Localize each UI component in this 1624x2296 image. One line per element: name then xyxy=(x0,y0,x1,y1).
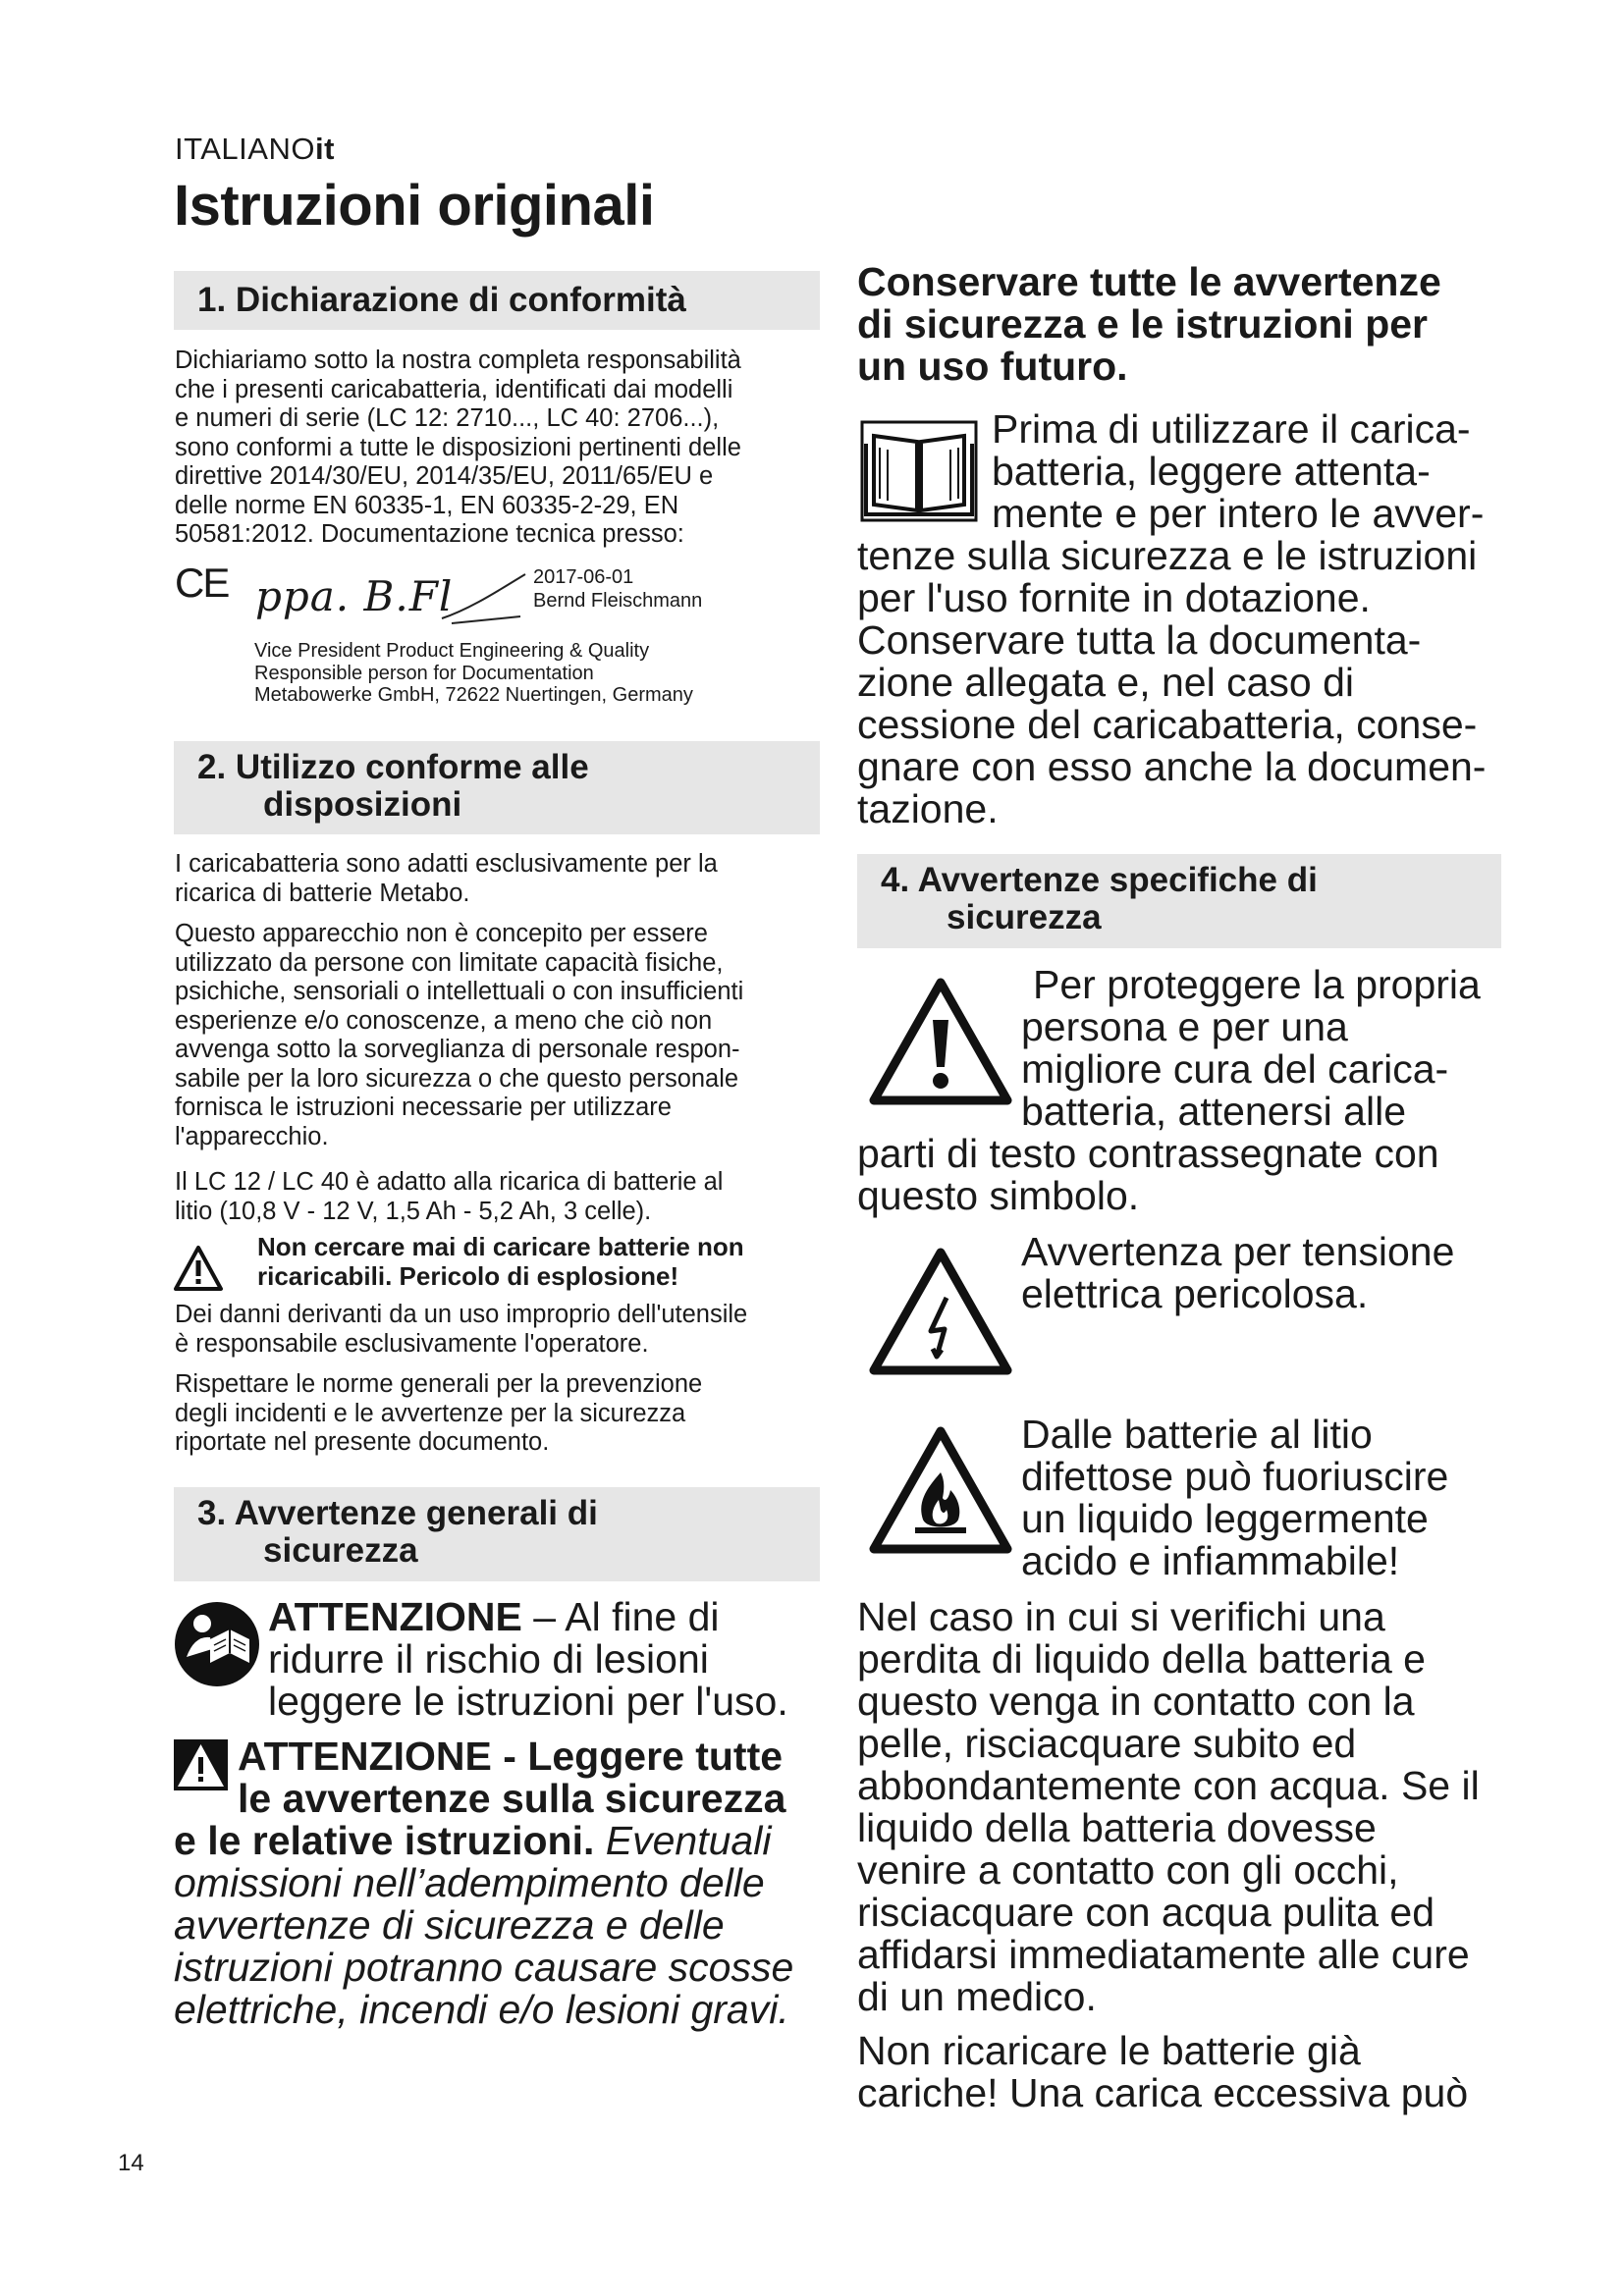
section-2-para-3: Il LC 12 / LC 40 è adatto alla ricarica di batterie al litio (10,8 V - 12 V, 1,5 Ah - 5,2 Ah, 3 celle). xyxy=(175,1168,724,1225)
section-2-para-1: I caricabatteria sono adatti esclusivamente per la ricarica di batterie Metabo. xyxy=(175,850,718,907)
language-label: ITALIANOit xyxy=(175,132,335,166)
general-warning-text: Per proteggere la propria persona e per una migliore cura del carica- batteria, attenersi alle xyxy=(1021,962,1481,1134)
page-title: Istruzioni originali xyxy=(174,174,655,238)
section-2-warning: Non cercare mai di caricare batterie non ricaricabili. Pericolo di esplosione! xyxy=(257,1232,744,1291)
manual-book-icon xyxy=(860,420,978,522)
warning-triangle-icon xyxy=(173,1245,224,1292)
section-2-para-5: Rispettare le norme generali per la prevenzione degli incidenti e le avvertenze per la sicurezza riportate nel presente documento. xyxy=(175,1370,703,1456)
general-warning-icon xyxy=(868,977,1013,1106)
general-warning-continuation: parti di testo contrassegnate con questo simbolo. xyxy=(857,1131,1439,1218)
section-3-heading: 3. Avvertenze generali di sicurezza xyxy=(174,1487,820,1581)
section-3-warning-head: ATTENZIONE - Leggere tutte le avvertenze sulla sicurezza xyxy=(238,1734,786,1821)
electric-hazard-text: Avvertenza per tensione elettrica pericolosa. xyxy=(1021,1229,1455,1316)
signer-info: Vice President Product Engineering & Quality Responsible person for Documentation Metabowerke GmbH, 72622 Nuertingen, Germany xyxy=(254,640,693,706)
section-2-para-4: Dei danni derivanti da un uso improprio dell'utensile è responsabile esclusivamente l'operatore. xyxy=(175,1301,748,1358)
ce-mark: CE xyxy=(175,560,229,606)
signature-details: 2017-06-01 Bernd Fleischmann xyxy=(533,566,703,612)
book-note-lines: Prima di utilizzare il carica- batteria, leggere attenta- mente e per intero le avver- xyxy=(992,406,1485,536)
section-1-heading: 1. Dichiarazione di conformità xyxy=(174,271,820,330)
book-note-continuation: tenze sulla sicurezza e le istruzioni per l'uso fornite in dotazione. Conservare tutta la documenta- zione allegata e, nel caso di cessione del caricabatteria, conse- gnare con esso anche la documen- tazione. xyxy=(857,533,1487,831)
read-manual-icon xyxy=(173,1600,261,1688)
section-3-warning-body: e le relative istruzioni. Eventuali omissioni nell’adempimento delle avvertenze di sicurezza e delle istruzioni potranno causare scosse elettriche, incendi e/o lesioni gravi. xyxy=(174,1818,794,2032)
section-2-heading: 2. Utilizzo conforme alle disposizioni xyxy=(174,741,820,834)
flammable-icon xyxy=(868,1425,1013,1555)
flammable-text: Dalle batterie al litio difettose può fuoriuscire un liquido leggermente acido e infiammabile! xyxy=(1021,1412,1449,1583)
signature: ppa. B.Fl xyxy=(255,572,454,620)
warning-box-icon xyxy=(174,1739,228,1790)
electric-hazard-icon xyxy=(868,1247,1013,1376)
leak-instructions: Nel caso in cui si verifichi una perdita di liquido della batteria e questo venga in contatto con la pelle, risciacquare subito ed abbondantemente con acqua. Se il liquido della batteria dovesse venire a contatto con gli occhi, risciacquare con acqua pulita ed affidarsi immediatamente alle cure di un medico. xyxy=(857,1594,1480,2019)
section-4-heading: 4. Avvertenze specifiche di sicurezza xyxy=(857,854,1501,948)
section-3-attention: ATTENZIONE – Al fine di ridurre il rischio di lesioni leggere le istruzioni per l'uso. xyxy=(268,1594,788,1724)
signature-stroke xyxy=(432,569,530,628)
section-2-para-2: Questo apparecchio non è concepito per essere utilizzato da persone con limitate capacità fisiche, psichiche, sensoriali o intellettuali o con insufficienti esperienze e/o conoscenze, a meno che ciò non avvenga sotto la sorveglianza di personale respon- sabile per la loro sicurezza o che questo personale fornisca le istruzioni necessarie per utilizzare l'apparecchio. xyxy=(175,920,744,1150)
keep-instructions-note: Conservare tutte le avvertenze di sicurezza e le istruzioni per un uso futuro. xyxy=(857,259,1441,389)
page-number: 14 xyxy=(118,2150,144,2176)
recharge-warning: Non ricaricare le batterie già cariche! Una carica eccessiva può xyxy=(857,2028,1469,2115)
section-1-declaration: Dichiariamo sotto la nostra completa responsabilità che i presenti caricabatteria, identificati dai modelli e numeri di serie (LC 12: 2710..., LC 40: 2706...), sono conformi a tutte le disposizioni pertinenti delle direttive 2014/30/EU, 2014/35/EU, 2011/65/EU e delle norme EN 60335-1, EN 60335-2-29, EN 50581:2012. Documentazione tecnica presso: xyxy=(175,347,741,548)
